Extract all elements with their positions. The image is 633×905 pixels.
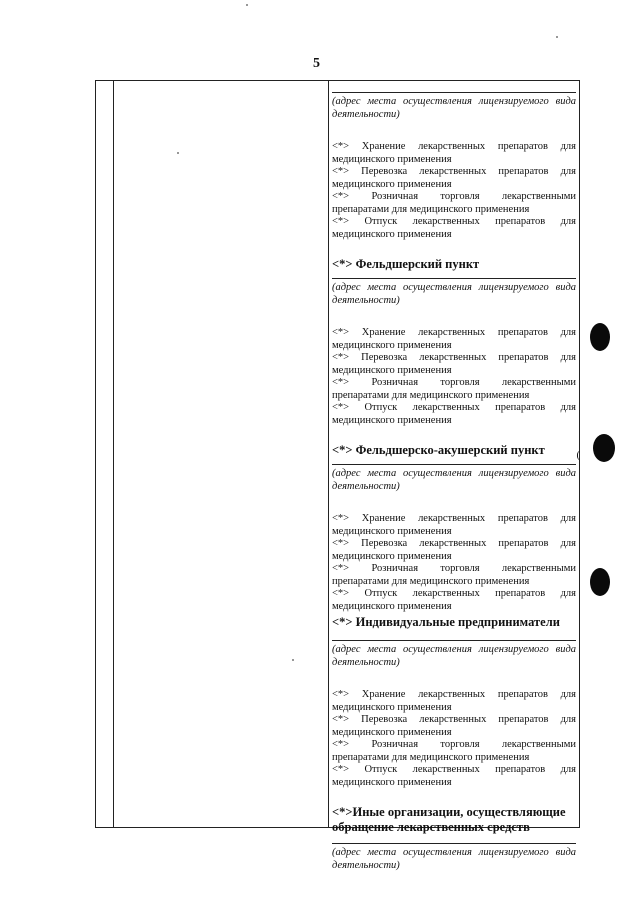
activity-dispensing: <*> Отпуск лекарственных препаратов для медицинского применения — [332, 216, 576, 240]
address-label: (адрес места осуществления лицензируемого вида деятельности) — [332, 843, 576, 872]
activity-retail: <*> Розничная торговля лекарственными препаратами для медицинского применения — [332, 563, 576, 587]
activity-list — [332, 327, 576, 427]
section-heading: <*>Иные организации, осуществляющие обращение лекарственных средств — [332, 805, 566, 834]
activity-storage: <*> Хранение лекарственных препаратов для медицинского применения — [332, 689, 576, 713]
activity-storage: <*> Хранение лекарственных препаратов для медицинского применения — [332, 327, 576, 351]
section-heading-text: <*> Фельдшерско-акушерский пункт — [332, 443, 545, 457]
address-label: (адрес места осуществления лицензируемого вида деятельности) — [332, 278, 576, 307]
scan-speck — [177, 152, 179, 154]
activity-dispensing: <*> Отпуск лекарственных препаратов для медицинского применения — [332, 764, 576, 788]
binder-hole-mark — [590, 568, 610, 596]
activity-list — [332, 689, 576, 789]
binder-hole-mark — [593, 434, 615, 462]
table-content-cell — [332, 86, 580, 872]
activity-dispensing: <*> Отпуск лекарственных препаратов для медицинского применения — [332, 588, 576, 612]
address-label: (адрес места осуществления лицензируемого вида деятельности) — [332, 640, 576, 669]
activity-transport: <*> Перевозка лекарственных препаратов для медицинского применения — [332, 538, 576, 562]
activity-transport: <*> Перевозка лекарственных препаратов для медицинского применения — [332, 714, 576, 738]
section-heading: <*> Фельдшерский пункт — [332, 257, 480, 271]
activity-list — [332, 513, 576, 613]
address-label: (адрес места осуществления лицензируемого вида деятельности) — [332, 464, 576, 493]
column-divider-1 — [113, 81, 114, 827]
activity-transport: <*> Перевозка лекарственных препаратов для медицинского применения — [332, 166, 576, 190]
activity-retail: <*> Розничная торговля лекарственными препаратами для медицинского применения — [332, 191, 576, 215]
activity-storage: <*> Хранение лекарственных препаратов для медицинского применения — [332, 141, 576, 165]
activity-retail: <*> Розничная торговля лекарственными препаратами для медицинского применения — [332, 377, 576, 401]
trailing-bracket: ( — [576, 450, 580, 461]
scan-speck — [246, 4, 248, 6]
activity-storage: <*> Хранение лекарственных препаратов для медицинского применения — [332, 513, 576, 537]
activity-dispensing: <*> Отпуск лекарственных препаратов для медицинского применения — [332, 402, 576, 426]
activity-list — [332, 141, 576, 241]
scan-speck — [556, 36, 558, 38]
activity-transport: <*> Перевозка лекарственных препаратов для медицинского применения — [332, 352, 576, 376]
section-heading — [332, 443, 576, 458]
address-label: (адрес места осуществления лицензируемого вида деятельности) — [332, 92, 576, 121]
binder-hole-mark — [590, 323, 610, 351]
scan-speck — [292, 659, 294, 661]
activity-retail: <*> Розничная торговля лекарственными препаратами для медицинского применения — [332, 739, 576, 763]
section-heading: <*> Индивидуальные предприниматели — [332, 615, 560, 629]
page-number: 5 — [313, 56, 320, 71]
column-divider-2 — [328, 81, 329, 827]
